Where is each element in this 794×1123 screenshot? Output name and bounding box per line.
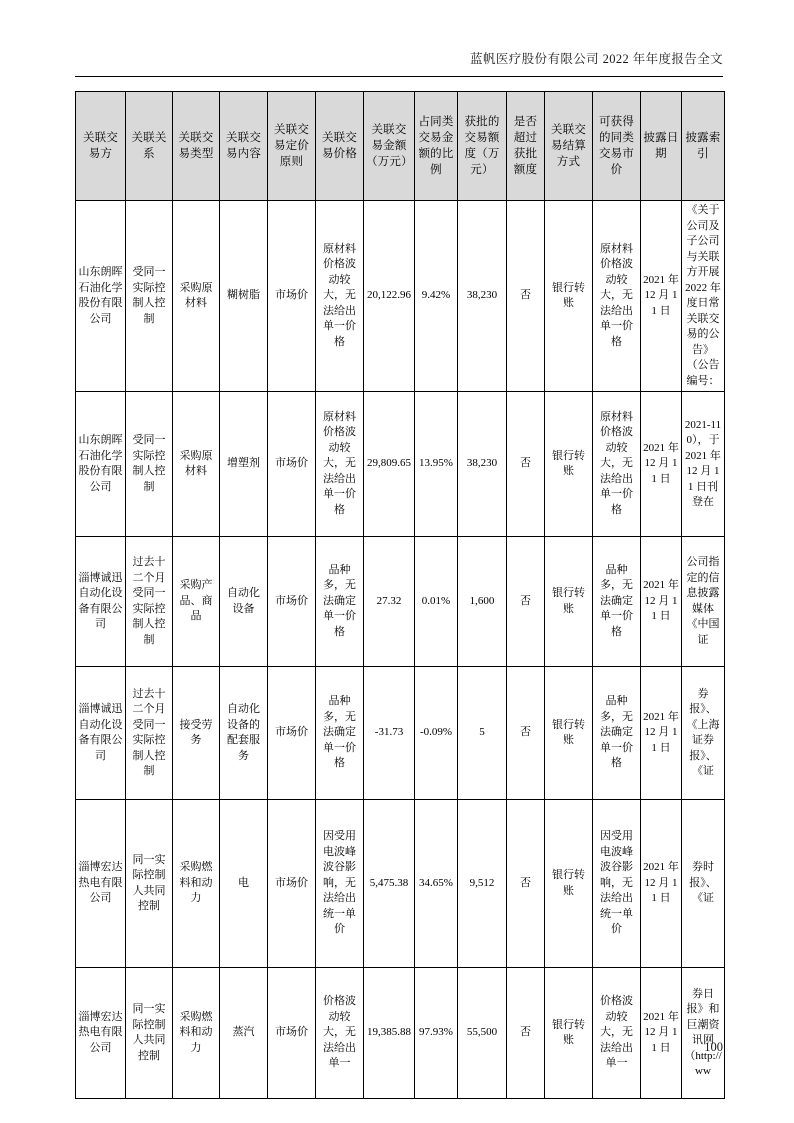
cell-party: 淄博诚迅自动化设备有限公司 (76, 537, 126, 667)
cell-amount: 29,809.65 (364, 392, 415, 537)
column-header-relationship: 关联关系 (126, 92, 173, 201)
table-row (76, 968, 725, 1099)
cell-price: 原材料价格波动较大，无法给出单一价格 (316, 201, 364, 392)
cell-price: 价格波动较大，无法给出单一 (316, 968, 364, 1099)
column-header-disclosure-index: 披露索引 (682, 92, 725, 201)
cell-relationship: 受同一实际控制人控制 (126, 392, 173, 537)
cell-disclosure-index: 券时报》、《证 (682, 800, 725, 968)
cell-relationship: 过去十二个月受同一实际控制人控制 (126, 537, 173, 667)
cell-market-price: 品种多，无法确定单一价格 (593, 667, 641, 800)
cell-ratio: 34.65% (415, 800, 458, 968)
cell-disclosure-date: 2021 年 12 月 11 日 (641, 537, 682, 667)
cell-relationship: 受同一实际控制人控制 (126, 201, 173, 392)
cell-market-price: 原材料价格波动较大，无法给出单一价格 (593, 201, 641, 392)
cell-exceeded: 否 (507, 667, 545, 800)
cell-approved-quota: 55,500 (458, 968, 507, 1099)
cell-ratio: 97.93% (415, 968, 458, 1099)
cell-approved-quota: 38,230 (458, 201, 507, 392)
related-party-transactions-table-wrapper (75, 91, 724, 1099)
cell-content: 自动化设备的配套服务 (220, 667, 268, 800)
table-header-row (76, 92, 725, 201)
cell-settlement: 银行转账 (545, 392, 593, 537)
cell-content: 自动化设备 (220, 537, 268, 667)
related-party-transactions-table (75, 91, 725, 1099)
column-header-pricing-principle: 关联交易定价原则 (268, 92, 316, 201)
cell-content: 增塑剂 (220, 392, 268, 537)
cell-amount: 19,385.88 (364, 968, 415, 1099)
header-divider (75, 76, 723, 77)
cell-price: 原材料价格波动较大，无法给出单一价格 (316, 392, 364, 537)
cell-settlement: 银行转账 (545, 800, 593, 968)
cell-content: 蒸汽 (220, 968, 268, 1099)
cell-ratio: -0.09% (415, 667, 458, 800)
cell-pricing-principle: 市场价 (268, 968, 316, 1099)
page-number: 100 (704, 1040, 723, 1054)
cell-ratio: 0.01% (415, 537, 458, 667)
cell-disclosure-index: 券报》、《上海证券报》、《证 (682, 667, 725, 800)
cell-approved-quota: 9,512 (458, 800, 507, 968)
cell-exceeded: 否 (507, 800, 545, 968)
column-header-price: 关联交易价格 (316, 92, 364, 201)
cell-exceeded: 否 (507, 537, 545, 667)
column-header-amount: 关联交易金额（万元） (364, 92, 415, 201)
cell-market-price: 价格波动较大，无法给出单一 (593, 968, 641, 1099)
cell-market-price: 品种多，无法确定单一价格 (593, 537, 641, 667)
cell-party: 淄博诚迅自动化设备有限公司 (76, 667, 126, 800)
table-row (76, 800, 725, 968)
column-header-market-price: 可获得的同类交易市价 (593, 92, 641, 201)
cell-party: 淄博宏达热电有限公司 (76, 968, 126, 1099)
cell-disclosure-date: 2021 年 12 月 11 日 (641, 392, 682, 537)
cell-pricing-principle: 市场价 (268, 201, 316, 392)
cell-exceeded: 否 (507, 968, 545, 1099)
cell-relationship: 过去十二个月受同一实际控制人控制 (126, 667, 173, 800)
column-header-party: 关联交易方 (76, 92, 126, 201)
cell-content: 电 (220, 800, 268, 968)
cell-disclosure-index: 券日报》和巨潮资讯网（http://ww (682, 968, 725, 1099)
table-row (76, 201, 725, 392)
table-row (76, 667, 725, 800)
cell-approved-quota: 38,230 (458, 392, 507, 537)
cell-amount: 27.32 (364, 537, 415, 667)
running-header: 蓝帆医疗股份有限公司 2022 年年度报告全文 (470, 52, 723, 66)
cell-ratio: 13.95% (415, 392, 458, 537)
cell-pricing-principle: 市场价 (268, 392, 316, 537)
cell-approved-quota: 5 (458, 667, 507, 800)
column-header-settlement: 关联交易结算方式 (545, 92, 593, 201)
column-header-type: 关联交易类型 (173, 92, 220, 201)
cell-party: 淄博宏达热电有限公司 (76, 800, 126, 968)
cell-price: 品种多，无法确定单一价格 (316, 667, 364, 800)
cell-disclosure-date: 2021 年 12 月 11 日 (641, 667, 682, 800)
cell-market-price: 原材料价格波动较大，无法给出单一价格 (593, 392, 641, 537)
column-header-exceeded: 是否超过获批额度 (507, 92, 545, 201)
column-header-ratio: 占同类交易金额的比例 (415, 92, 458, 201)
cell-type: 采购燃料和动力 (173, 968, 220, 1099)
cell-disclosure-index: 2021-110），于 2021 年 12 月 11 日刊登在 (682, 392, 725, 537)
column-header-approved-quota: 获批的交易额度（万元） (458, 92, 507, 201)
column-header-content: 关联交易内容 (220, 92, 268, 201)
table-row (76, 537, 725, 667)
cell-disclosure-date: 2021 年 12 月 11 日 (641, 968, 682, 1099)
cell-type: 接受劳务 (173, 667, 220, 800)
cell-ratio: 9.42% (415, 201, 458, 392)
cell-content: 糊树脂 (220, 201, 268, 392)
cell-type: 采购产品、商品 (173, 537, 220, 667)
cell-amount: 5,475.38 (364, 800, 415, 968)
cell-disclosure-date: 2021 年 12 月 11 日 (641, 800, 682, 968)
cell-exceeded: 否 (507, 201, 545, 392)
cell-settlement: 银行转账 (545, 537, 593, 667)
cell-amount: 20,122.96 (364, 201, 415, 392)
table-row (76, 392, 725, 537)
cell-type: 采购原材料 (173, 392, 220, 537)
cell-disclosure-index: 公司指定的信息披露媒体《中国证 (682, 537, 725, 667)
cell-approved-quota: 1,600 (458, 537, 507, 667)
cell-party: 山东朗晖石油化学股份有限公司 (76, 201, 126, 392)
cell-market-price: 因受用电波峰波谷影响，无法给出统一单价 (593, 800, 641, 968)
cell-amount: -31.73 (364, 667, 415, 800)
cell-price: 品种多，无法确定单一价格 (316, 537, 364, 667)
cell-settlement: 银行转账 (545, 201, 593, 392)
cell-exceeded: 否 (507, 392, 545, 537)
cell-party: 山东朗晖石油化学股份有限公司 (76, 392, 126, 537)
cell-relationship: 同一实际控制人共同控制 (126, 800, 173, 968)
cell-pricing-principle: 市场价 (268, 800, 316, 968)
cell-pricing-principle: 市场价 (268, 667, 316, 800)
cell-settlement: 银行转账 (545, 667, 593, 800)
cell-relationship: 同一实际控制人共同控制 (126, 968, 173, 1099)
cell-disclosure-date: 2021 年 12 月 11 日 (641, 201, 682, 392)
column-header-disclosure-date: 披露日期 (641, 92, 682, 201)
cell-price: 因受用电波峰波谷影响，无法给出统一单价 (316, 800, 364, 968)
cell-pricing-principle: 市场价 (268, 537, 316, 667)
cell-type: 采购燃料和动力 (173, 800, 220, 968)
cell-disclosure-index: 《关于公司及子公司与关联方开展 2022 年度日常关联交易的公告》（公告编号： (682, 201, 725, 392)
cell-settlement: 银行转账 (545, 968, 593, 1099)
cell-type: 采购原材料 (173, 201, 220, 392)
